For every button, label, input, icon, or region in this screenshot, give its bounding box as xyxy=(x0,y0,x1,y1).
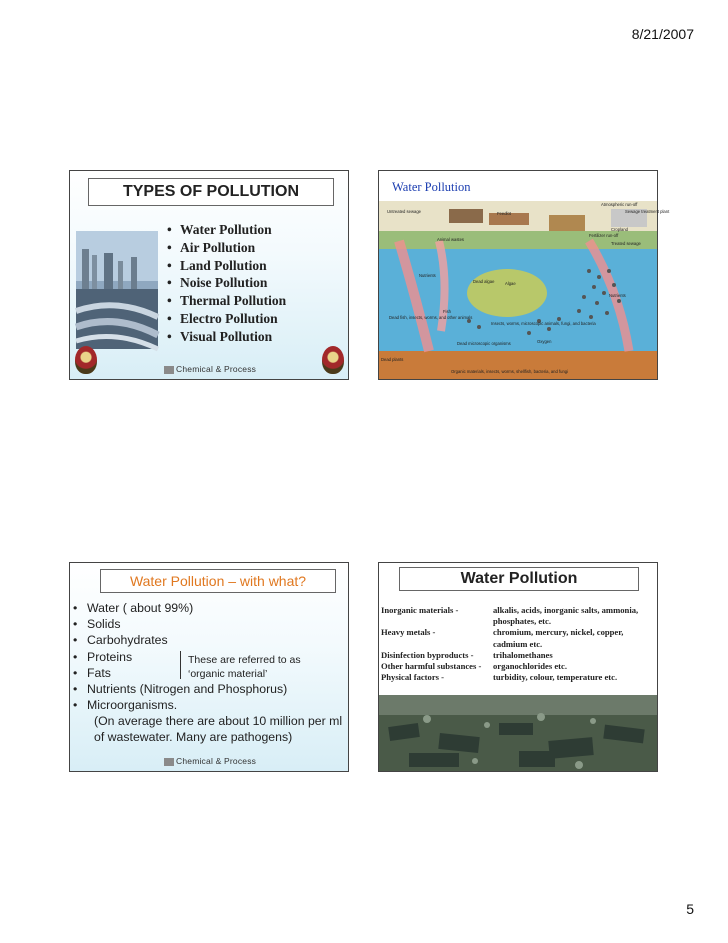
list-item: • Visual Pollution xyxy=(167,328,286,346)
chemical-process-logo: Chemical & Process xyxy=(164,364,256,374)
water-pollution-diagram xyxy=(379,201,670,379)
slide-title: Water Pollution – with what? xyxy=(100,569,336,593)
diagram-label: Nutrients xyxy=(609,293,626,298)
industrial-plant-photo xyxy=(76,231,158,349)
diagram-label: Sewage treatment plant xyxy=(625,209,670,214)
slide-water-pollution-table xyxy=(378,562,658,772)
table-row xyxy=(381,650,653,661)
slide-types-of-pollution xyxy=(69,170,349,380)
diagram-label: Dead microscopic organisms xyxy=(457,341,511,346)
list-item: • Fats xyxy=(73,665,349,681)
diagram-label: Fish xyxy=(443,309,451,314)
diagram-label: Insects, worms, microscopic animals, fungi, and bacteria xyxy=(491,321,596,326)
slide-title: Water Pollution xyxy=(399,567,639,591)
diagram-label: Organic materials, insects, worms, shellfish, bacteria, and fungi xyxy=(451,369,569,374)
list-item: • Thermal Pollution xyxy=(167,292,286,310)
diagram-label: Dead plants xyxy=(381,357,404,362)
row-label: Heavy metals - xyxy=(381,627,436,638)
list-item: • Nutrients (Nitrogen and Phosphorus) xyxy=(73,681,349,697)
organic-material-note xyxy=(188,654,301,681)
row-value: organochlorides etc. xyxy=(493,661,567,672)
diagram-label: Dead fish, insects, worms, and other animals xyxy=(389,315,473,320)
list-item: • Water ( about 99%) xyxy=(73,600,349,616)
microorganism-note: (On average there are about 10 million per ml of wastewater. Many are pathogens) xyxy=(94,714,343,744)
row-value: trihalomethanes xyxy=(493,649,553,660)
slide-water-pollution-with-what xyxy=(69,562,349,772)
pollution-type-list xyxy=(167,221,286,346)
diagram-label: Untreated sewage xyxy=(387,209,421,214)
crest-logo xyxy=(75,346,97,374)
diagram-label: Feedlot xyxy=(497,211,511,216)
slide-title: TYPES OF POLLUTION xyxy=(88,178,334,206)
crest-logo xyxy=(322,346,344,374)
note-line: These are referred to as xyxy=(188,654,301,666)
pollutant-table xyxy=(381,605,653,683)
diagram-label: Dead algae xyxy=(473,279,495,284)
list-item: • Microorganisms. xyxy=(73,697,349,713)
table-row xyxy=(381,672,653,683)
table-row xyxy=(381,627,653,649)
page-number: 5 xyxy=(686,901,694,917)
list-item: • Water Pollution xyxy=(167,221,286,239)
list-item: • Air Pollution xyxy=(167,239,286,257)
row-label: Disinfection byproducts - xyxy=(381,649,474,660)
diagram-label: Atmospheric run-off xyxy=(601,202,638,207)
list-item: • Land Pollution xyxy=(167,257,286,275)
page-date: 8/21/2007 xyxy=(631,26,694,42)
diagram-label: Animal wastes xyxy=(437,237,464,242)
list-item: • Carbohydrates xyxy=(73,632,349,648)
list-item: • Electro Pollution xyxy=(167,310,286,328)
diagram-label: Nutrients xyxy=(419,273,436,278)
diagram-label: Fertilizer run-off xyxy=(589,233,619,238)
table-row xyxy=(381,661,653,672)
row-label: Other harmful substances - xyxy=(381,661,482,672)
slide-water-pollution-diagram xyxy=(378,170,670,380)
row-value: turbidity, colour, temperature etc. xyxy=(493,672,618,683)
note-line: ‘organic material’ xyxy=(188,667,268,680)
row-label: Inorganic materials - xyxy=(381,605,459,615)
table-row xyxy=(381,605,653,627)
diagram-label: Oxygen xyxy=(537,339,552,344)
list-item: • Solids xyxy=(73,616,349,632)
row-label: Physical factors - xyxy=(381,672,445,683)
list-item: • Noise Pollution xyxy=(167,274,286,292)
slide-title: Water Pollution xyxy=(392,180,471,194)
chemical-process-logo: Chemical & Process xyxy=(164,756,256,766)
polluted-water-photo xyxy=(379,695,657,771)
row-value: chromium, mercury, nickel, copper, cadmium etc. xyxy=(493,627,624,649)
row-value: alkalis, acids, inorganic salts, ammonia, phosphates, etc. xyxy=(493,605,639,627)
diagram-label: Treated sewage xyxy=(611,241,641,246)
diagram-label: Cropland xyxy=(611,227,628,232)
diagram-label: Algae xyxy=(505,281,516,286)
list-item: • Proteins xyxy=(73,649,349,665)
